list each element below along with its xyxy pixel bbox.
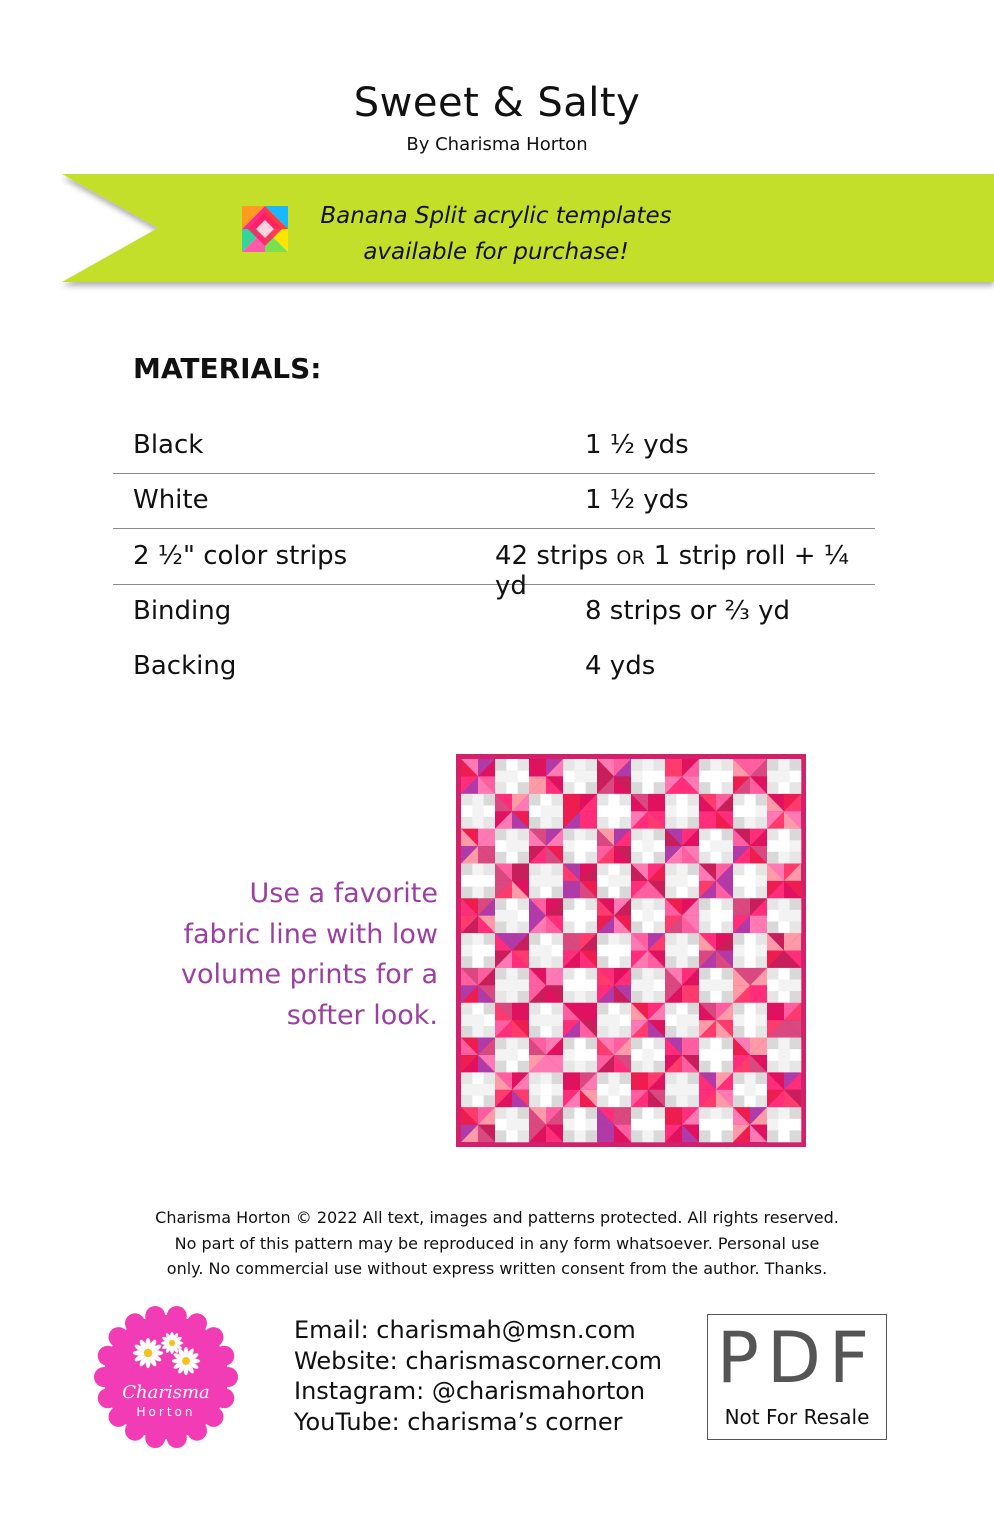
material-quantity: 8 strips or ⅔ yd <box>585 596 790 626</box>
material-quantity: 1 ½ yds <box>585 485 689 515</box>
quantity-or: OR <box>616 547 646 569</box>
template-quilt-icon <box>242 206 288 252</box>
material-name: Black <box>133 430 204 460</box>
contact-email[interactable]: Email: charismah@msn.com <box>294 1316 636 1344</box>
tip-line: volume prints for a <box>181 959 438 990</box>
quantity-part: 1 strip roll + ¼ yd <box>495 541 849 601</box>
tip-line: Use a favorite <box>249 878 438 909</box>
tip-line: softer look. <box>286 999 438 1031</box>
tip-text <box>118 874 438 1036</box>
copyright-line: Charisma Horton © 2022 All text, images and patterns protected. All rights reserved. <box>155 1208 839 1227</box>
material-name: White <box>133 485 209 515</box>
promo-line-1: Banana Split acrylic templates <box>320 203 672 229</box>
material-name: Backing <box>133 651 237 681</box>
charisma-logo <box>94 1305 238 1449</box>
copyright-line: only. No commercial use without express written consent from the author. Thanks. <box>166 1259 828 1278</box>
promo-text <box>286 198 706 270</box>
promo-line-2: available for purchase! <box>363 239 629 265</box>
quilt-image <box>456 754 806 1147</box>
pdf-label: PDF <box>716 1317 878 1399</box>
materials-row <box>113 639 875 694</box>
logo-name: Charisma <box>122 1382 210 1403</box>
tip-line: fabric line with low <box>183 918 438 950</box>
copyright-line: No part of this pattern may be reproduced in any form whatsoever. Personal use <box>174 1233 820 1253</box>
copyright-notice <box>0 1205 994 1282</box>
materials-heading: MATERIALS: <box>133 352 322 385</box>
quantity-part: 42 strips <box>495 541 617 571</box>
contact-youtube[interactable]: YouTube: charisma’s corner <box>294 1407 623 1436</box>
contact-website[interactable]: Website: charismascorner.com <box>294 1346 662 1375</box>
contact-info <box>294 1315 662 1437</box>
material-name: 2 ½" color strips <box>133 541 348 571</box>
pdf-note: Not For Resale <box>724 1405 870 1429</box>
pattern-title: Sweet & Salty <box>353 80 641 126</box>
author-byline: By Charisma Horton <box>406 134 588 155</box>
material-quantity: 4 yds <box>585 651 656 681</box>
material-name: Binding <box>133 596 232 626</box>
materials-row <box>113 473 875 529</box>
material-quantity: 1 ½ yds <box>585 430 689 460</box>
materials-row <box>113 584 875 639</box>
logo-surname: Horton <box>136 1405 196 1419</box>
pdf-badge <box>707 1314 887 1440</box>
contact-instagram[interactable]: Instagram: @charismahorton <box>294 1377 646 1405</box>
materials-row <box>113 418 875 474</box>
materials-row <box>113 529 875 601</box>
